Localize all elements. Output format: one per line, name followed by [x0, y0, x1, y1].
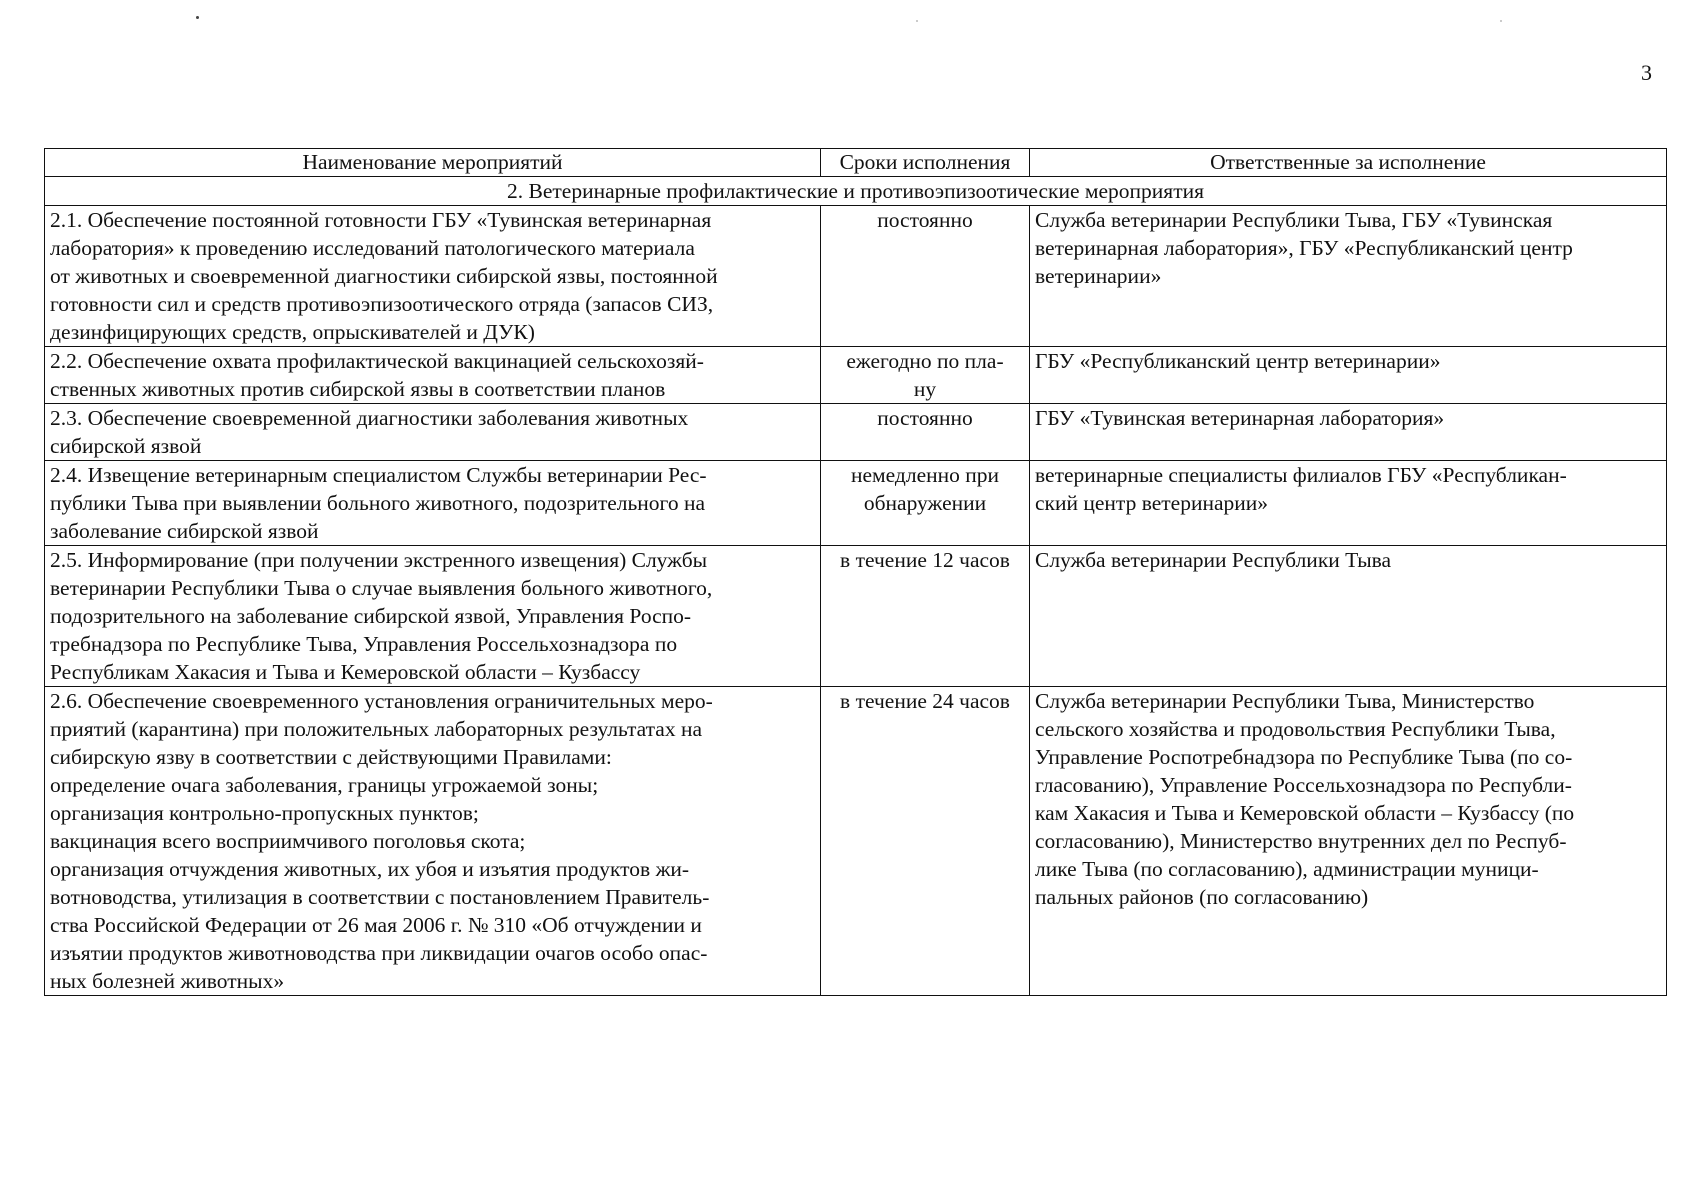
text-line: ственных животных против сибирской язвы в соответствии планов	[50, 377, 666, 401]
text-line: 2.6. Обеспечение своевременного установления ограничительных меро-	[50, 689, 713, 713]
text-line: сибирской язвой	[50, 434, 202, 458]
text-line: вакцинация всего восприимчивого поголовья скота;	[50, 829, 526, 853]
measure-name	[45, 461, 821, 546]
text-line: определение очага заболевания, границы угрожаемой зоны;	[50, 773, 599, 797]
measure-term	[821, 461, 1030, 546]
text-line: 2.4. Извещение ветеринарным специалистом Службы ветеринарии Рес-	[50, 463, 707, 487]
measure-name	[45, 546, 821, 687]
scan-speck	[196, 16, 199, 19]
measure-term	[821, 687, 1030, 996]
text-line: ветеринарии Республики Тыва о случае выявления больного животного,	[50, 576, 713, 600]
measure-name	[45, 206, 821, 347]
text-line: 2.5. Информирование (при получении экстренного извещения) Службы	[50, 548, 708, 572]
text-line: ну	[913, 377, 937, 401]
page-number: 3	[1641, 60, 1652, 85]
header-responsible: Ответственные за исполнение	[1030, 149, 1667, 177]
text-line: сельского хозяйства и продовольствия Республики Тыва,	[1035, 717, 1556, 741]
text-line: ных болезней животных»	[50, 969, 285, 993]
scan-speck	[916, 20, 918, 22]
text-line: 2.1. Обеспечение постоянной готовности ГБУ «Тувинская ветеринарная	[50, 208, 712, 232]
text-line: постоянно	[877, 208, 973, 232]
text-line: Служба ветеринарии Республики Тыва, ГБУ «Тувинская	[1035, 208, 1553, 232]
section-title: 2. Ветеринарные профилактические и противоэпизоотические мероприятия	[45, 177, 1667, 206]
text-line: ГБУ «Республиканский центр ветеринарии»	[1035, 349, 1441, 373]
measure-term	[821, 404, 1030, 461]
text-line: ства Российской Федерации от 26 мая 2006 г. № 310 «Об отчуждении и	[50, 913, 702, 937]
text-line: вотноводства, утилизация в соответствии с постановлением Правитель-	[50, 885, 710, 909]
measure-name	[45, 404, 821, 461]
table-row	[45, 206, 1667, 347]
text-line: Управление Роспотребнадзора по Республике Тыва (по со-	[1035, 745, 1573, 769]
text-line: ский центр ветеринарии»	[1035, 491, 1269, 515]
measure-responsible	[1030, 461, 1667, 546]
measure-term	[821, 347, 1030, 404]
text-line: 2.3. Обеспечение своевременной диагностики заболевания животных	[50, 406, 689, 430]
text-line: ветеринарная лаборатория», ГБУ «Республиканский центр	[1035, 236, 1573, 260]
text-line: лике Тыва (по согласованию), администрации муници-	[1035, 857, 1539, 881]
table-row	[45, 461, 1667, 546]
text-line: согласованию), Министерство внутренних дел по Респуб-	[1035, 829, 1567, 853]
measure-name	[45, 347, 821, 404]
text-line: Служба ветеринарии Республики Тыва	[1035, 548, 1392, 572]
measure-responsible	[1030, 206, 1667, 347]
text-line: приятий (карантина) при положительных лабораторных результатах на	[50, 717, 703, 741]
text-line: ветеринарии»	[1035, 264, 1162, 288]
text-line: подозрительного на заболевание сибирской язвой, Управления Роспо-	[50, 604, 692, 628]
table-header-row	[45, 149, 1667, 177]
text-line: изъятии продуктов животноводства при ликвидации очагов особо опас-	[50, 941, 708, 965]
header-term: Сроки исполнения	[821, 149, 1030, 177]
text-line: Служба ветеринарии Республики Тыва, Министерство	[1035, 689, 1535, 713]
text-line: в течение 12 часов	[840, 548, 1010, 572]
text-line: в течение 24 часов	[840, 689, 1010, 713]
measure-responsible	[1030, 546, 1667, 687]
text-line: кам Хакасия и Тыва и Кемеровской области – Кузбассу (по	[1035, 801, 1575, 825]
text-line: публики Тыва при выявлении больного животного, подозрительного на	[50, 491, 706, 515]
text-line: лаборатория» к проведению исследований патологического материала	[50, 236, 695, 260]
table-row	[45, 404, 1667, 461]
measure-term	[821, 546, 1030, 687]
text-line: требнадзора по Республике Тыва, Управления Россельхознадзора по	[50, 632, 678, 656]
section-row	[45, 177, 1667, 206]
text-line: от животных и своевременной диагностики сибирской язвы, постоянной	[50, 264, 718, 288]
table-row	[45, 347, 1667, 404]
measure-responsible	[1030, 687, 1667, 996]
text-line: организация отчуждения животных, их убоя и изъятия продуктов жи-	[50, 857, 690, 881]
text-line: Республикам Хакасия и Тыва и Кемеровской области – Кузбассу	[50, 660, 641, 684]
measure-responsible	[1030, 347, 1667, 404]
text-line: обнаружении	[863, 491, 987, 515]
header-name: Наименование мероприятий	[45, 149, 821, 177]
text-line: дезинфицирующих средств, опрыскивателей и ДУК)	[50, 320, 535, 344]
table-row	[45, 687, 1667, 996]
table-row	[45, 546, 1667, 687]
text-line: сибирскую язву в соответствии с действующими Правилами:	[50, 745, 612, 769]
text-line: пальных районов (по согласованию)	[1035, 885, 1369, 909]
measure-term	[821, 206, 1030, 347]
text-line: ветеринарные специалисты филиалов ГБУ «Республикан-	[1035, 463, 1567, 487]
measure-responsible	[1030, 404, 1667, 461]
text-line: ежегодно по пла-	[846, 349, 1004, 373]
measure-name	[45, 687, 821, 996]
text-line: организация контрольно-пропускных пунктов;	[50, 801, 479, 825]
text-line: постоянно	[877, 406, 973, 430]
text-line: немедленно при	[850, 463, 1000, 487]
text-line: ГБУ «Тувинская ветеринарная лаборатория»	[1035, 406, 1445, 430]
measures-table	[44, 148, 1667, 996]
text-line: заболевание сибирской язвой	[50, 519, 319, 543]
text-line: готовности сил и средств противоэпизоотического отряда (запасов СИЗ,	[50, 292, 714, 316]
text-line: гласованию), Управление Россельхознадзора по Республи-	[1035, 773, 1572, 797]
scan-speck	[1500, 20, 1502, 22]
text-line: 2.2. Обеспечение охвата профилактической вакцинацией сельскохозяй-	[50, 349, 704, 373]
